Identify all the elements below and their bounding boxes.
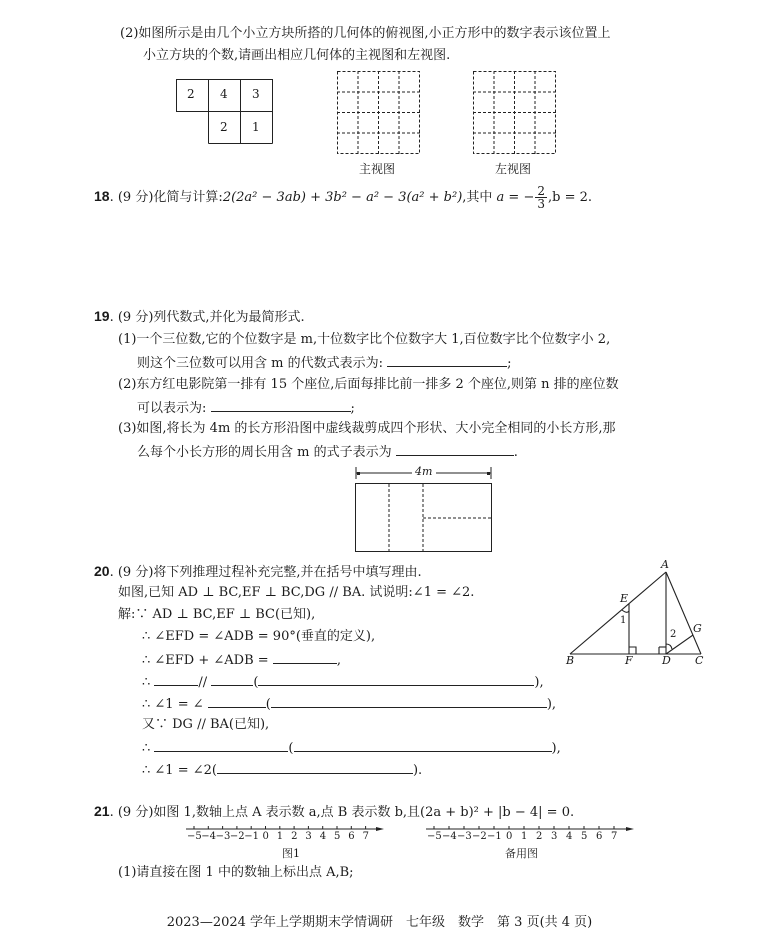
tick-label: 4 <box>319 831 327 842</box>
q19-p3-answer-blank[interactable] <box>396 442 514 456</box>
q20-reason3-blank[interactable] <box>294 738 552 752</box>
rectangle-cut-figure <box>354 463 494 555</box>
left-view-grid[interactable] <box>473 71 557 155</box>
tick-label: −5 <box>187 831 202 842</box>
q20-sol3-text: ∴ ∠EFD + ∠ADB = <box>142 653 269 668</box>
front-view-grid[interactable] <box>337 71 421 155</box>
q19-p2-line1: (2)东方红电影院第一排有 15 个座位,后面每排比前一排多 2 个座位,则第 n 排的座位数 <box>118 377 619 392</box>
q20-parallel-line2-blank[interactable] <box>211 672 253 686</box>
number-line-figure1[interactable] <box>186 824 386 846</box>
top-view-cell: 2 <box>220 120 228 134</box>
q19-p3-line2 <box>137 442 518 462</box>
question-score: (9 分) <box>117 805 154 820</box>
question-number: 18 <box>94 188 110 204</box>
tick-label: 7 <box>611 831 618 842</box>
q18-a-label: a = − <box>496 190 535 205</box>
q20-solution-line3 <box>142 650 341 670</box>
paren-open: ( <box>288 741 294 756</box>
q17-part2-line2: 小立方块的个数,请画出相应几何体的主视图和左视图. <box>143 48 451 63</box>
parallel-symbol: // <box>198 675 208 690</box>
tick-label: −3 <box>457 831 472 842</box>
q20-angle-sum-blank[interactable] <box>273 650 337 664</box>
top-view-cell: 4 <box>220 87 228 101</box>
q19-p1-prompt: 则这个三位数可以用含 m 的代数式表示为: <box>137 356 383 371</box>
q19-p1-line1: (1)一个三位数,它的个位数字是 m,十位数字比个位数字大 1,百位数字比个位数字小 2, <box>118 332 611 347</box>
q20-solution-line8 <box>142 760 422 780</box>
q19-p3-line1: (3)如图,将长为 4m 的长方形沿图中虚线裁剪成四个形状、大小完全相同的小长方形,那 <box>118 421 616 436</box>
therefore-symbol: ∴ <box>142 675 151 690</box>
q19-p1-line2 <box>137 353 512 373</box>
tick-label: 2 <box>291 831 298 842</box>
q20-solution-line7 <box>142 738 561 758</box>
tick-label: 2 <box>536 831 543 842</box>
tick-label: −5 <box>427 831 442 842</box>
paren-close: ), <box>546 697 557 712</box>
q20-solution-line4 <box>142 672 544 692</box>
q19-p3-prompt: 么每个小长方形的周长用含 m 的式子表示为 <box>137 445 392 460</box>
q20-sol5-text: ∴ ∠1 = ∠ <box>142 697 204 712</box>
q20-angle-blank[interactable] <box>208 694 266 708</box>
q18-expression: 2(2a² − 3ab) + 3b² − a² − 3(a² + b²) <box>222 190 463 205</box>
top-view-cell: 3 <box>252 87 260 101</box>
point-label-f: F <box>625 654 633 667</box>
front-view-label: 主视图 <box>359 162 396 176</box>
question-score: (9 分) <box>117 190 154 205</box>
tick-label: 7 <box>362 831 369 842</box>
paren-close: ). <box>412 763 423 778</box>
q19-title: 列代数式,并化为最简形式. <box>153 310 305 325</box>
q20-title-line: 20. (9 分)将下列推理过程补充完整,并在括号中填写理由. <box>94 563 422 580</box>
q20-solution-line2: ∴ ∠EFD = ∠ADB = 90°(垂直的定义), <box>142 629 376 644</box>
tick-label: 3 <box>551 831 558 842</box>
q18-prefix: 化简与计算: <box>153 190 223 205</box>
tick-label: 6 <box>348 831 355 842</box>
question-number: 19 <box>94 308 110 324</box>
q20-reason4-blank[interactable] <box>217 760 413 774</box>
paren-close: ), <box>534 675 544 690</box>
question-number: 20 <box>94 563 110 579</box>
q21-part1: (1)请直接在图 1 中的数轴上标出点 A,B; <box>118 865 354 880</box>
tick-label: −1 <box>244 831 259 842</box>
q20-solution-line5 <box>142 694 556 714</box>
q21-statement-line: 21. (9 分)如图 1,数轴上点 A 表示数 a,点 B 表示数 b,且(2a + b)² + |b − 4| = 0. <box>94 803 575 820</box>
left-view-label: 左视图 <box>495 162 532 176</box>
q18-b-value: ,b = 2. <box>547 190 592 205</box>
tick-label: 0 <box>262 831 269 842</box>
number-line-spare[interactable] <box>426 824 636 846</box>
tick-label: −4 <box>201 831 217 842</box>
tick-label: 4 <box>566 831 573 842</box>
length-label: 4m <box>415 465 433 478</box>
point-label-b: B <box>566 654 575 667</box>
tick-label: −3 <box>215 831 231 842</box>
q19-title-line: 19. (9 分)列代数式,并化为最简形式. <box>94 308 305 325</box>
tick-label: 1 <box>276 831 284 842</box>
top-view-cell: 2 <box>187 87 195 101</box>
page-footer: 2023—2024 学年上学期期末学情调研 七年级 数学 第 3 页(共 4 页) <box>166 915 593 930</box>
angle-label-2: 2 <box>670 629 677 640</box>
q20-title: 将下列推理过程补充完整,并在括号中填写理由. <box>153 565 422 580</box>
tick-label: −2 <box>229 831 245 842</box>
paren-open: ( <box>253 675 259 690</box>
q21-statement: 如图 1,数轴上点 A 表示数 a,点 B 表示数 b,且(2a + b)² + |b − 4| = 0. <box>153 805 575 820</box>
q20-parallel-line1-blank[interactable] <box>154 672 198 686</box>
q20-given: 如图,已知 AD ⊥ BC,EF ⊥ BC,DG // BA. 试说明:∠1 = ∠2. <box>118 585 475 600</box>
punctuation: ; <box>350 401 355 416</box>
spare-figure-caption: 备用图 <box>505 847 538 860</box>
q19-p2-line2 <box>137 398 355 418</box>
tick-label: 5 <box>334 831 341 842</box>
point-label-d: D <box>662 654 671 667</box>
tick-label: −1 <box>487 831 502 842</box>
q18-line: 18. (9 分)化简与计算:2(2a² − 3ab) + 3b² − a² − 3(a² + b²),其中 a = − $\frac{2}{3}$ ,b = 2. <box>94 184 592 211</box>
angle-label-1: 1 <box>620 615 627 626</box>
q20-sol8-text: ∴ ∠1 = ∠2( <box>142 763 217 778</box>
punctuation: . <box>513 445 518 460</box>
q19-p2-prompt: 可以表示为: <box>137 401 207 416</box>
tick-label: 0 <box>506 831 513 842</box>
punctuation: , <box>336 653 341 668</box>
therefore-symbol: ∴ <box>142 741 151 756</box>
tick-label: 3 <box>305 831 312 842</box>
question-score: (9 分) <box>117 310 154 325</box>
fraction-two-thirds: $\frac{2}{3}$ <box>537 184 545 211</box>
tick-label: 1 <box>521 831 528 842</box>
q20-solution-line6: 又∵ DG // BA(已知), <box>142 717 270 732</box>
paren-close: ), <box>551 741 561 756</box>
punctuation: ; <box>507 356 512 371</box>
q20-conclusion-blank[interactable] <box>154 738 288 752</box>
figure1-caption: 图1 <box>282 847 300 860</box>
triangle-figure <box>558 558 728 668</box>
point-label-e: E <box>620 592 629 605</box>
q20-reason2-blank[interactable] <box>271 694 547 708</box>
q19-p2-answer-blank[interactable] <box>211 398 351 412</box>
q20-solution-line1: 解:∵ AD ⊥ BC,EF ⊥ BC(已知), <box>118 607 316 622</box>
q20-reason1-blank[interactable] <box>258 672 534 686</box>
question-score: (9 分) <box>117 565 154 580</box>
question-number: 21 <box>94 803 110 819</box>
q17-part2-line1: (2)如图所示是由几个小立方块所搭的几何体的俯视图,小正方形中的数字表示该位置上 <box>120 26 611 41</box>
q19-p1-answer-blank[interactable] <box>387 353 507 367</box>
q18-answer-space[interactable] <box>94 215 704 300</box>
top-view-figure <box>176 79 276 143</box>
paren-open: ( <box>265 697 271 712</box>
tick-label: −2 <box>472 831 487 842</box>
point-label-c: C <box>695 654 704 667</box>
point-label-a: A <box>661 558 669 571</box>
tick-label: 6 <box>596 831 603 842</box>
top-view-cell: 1 <box>252 120 260 134</box>
tick-label: 5 <box>581 831 588 842</box>
point-label-g: G <box>693 622 702 635</box>
tick-label: −4 <box>442 831 457 842</box>
q18-condition-prefix: ,其中 <box>462 190 497 205</box>
